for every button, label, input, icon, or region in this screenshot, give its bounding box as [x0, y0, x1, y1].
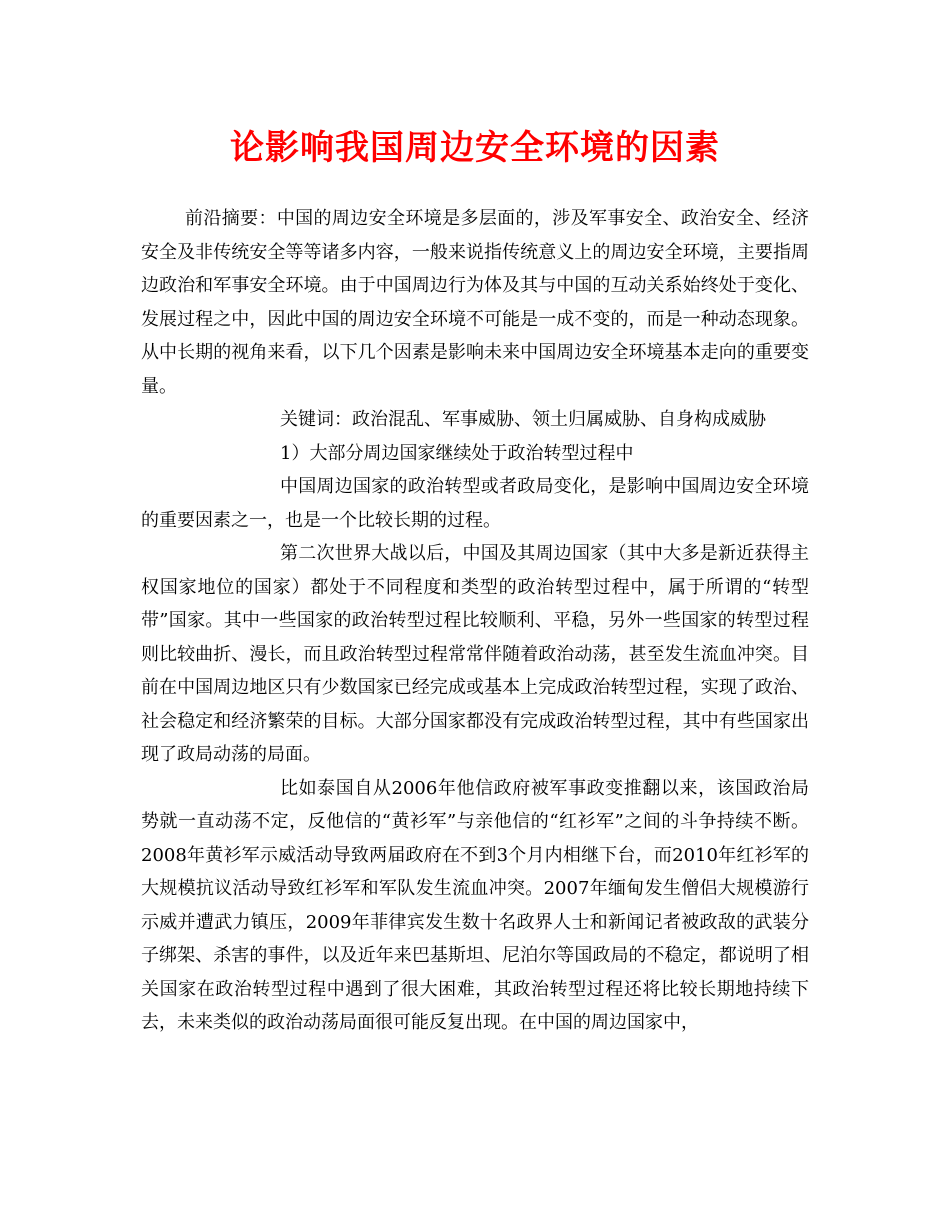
abstract-paragraph: 前沿摘要：中国的周边安全环境是多层面的，涉及军事安全、政治安全、经济安全及非传统安全等等诸多内容，一般来说指传统意义上的周边安全环境，主要指周边政治和军事安全环境。由于中国周边行为体及其与中国的互动关系始终处于变化、发展过程之中，因此中国的周边安全环境不可能是一成不变的，而是一种动态现象。从中长期的视角来看，以下几个因素是影响未来中国周边安全环境基本走向的重要变量。: [141, 208, 809, 397]
document-body: [141, 202, 809, 1040]
document-title: 论影响我国周边安全环境的因素: [230, 128, 720, 168]
body-paragraph: 第二次世界大战以后，中国及其周边国家（其中大多是新近获得主权国家地位的国家）都处于不同程度和类型的政治转型过程中，属于所谓的“转型带”国家。其中一些国家的政治转型过程比较顺利、平稳，另外一些国家的转型过程则比较曲折、漫长，而且政治转型过程常常伴随着政治动荡，甚至发生流血冲突。目前在中国周边地区只有少数国家已经完成或基本上完成政治转型过程，实现了政治、社会稳定和经济繁荣的目标。大部分国家都没有完成政治转型过程，其中有些国家出现了政局动荡的局面。: [141, 543, 809, 765]
section-heading: 1）大部分周边国家继续处于政治转型过程中: [280, 442, 634, 464]
body-paragraph: 比如泰国自从2006年他信政府被军事政变推翻以来，该国政治局势就一直动荡不定，反他信的“黄衫军”与亲他信的“红衫军”之间的斗争持续不断。2008年黄衫军示威活动导致两届政府在不到3个月内相继下台，而2010年红衫军的大规模抗议活动导致红衫军和军队发生流血冲突。2007年缅甸发生僧侣大规模游行示威并遭武力镇压，2009年菲律宾发生数十名政界人士和新闻记者被政敌的武装分子绑架、杀害的事件，以及近年来巴基斯坦、尼泊尔等国政局的不稳定，都说明了相关国家在政治转型过程中遇到了很大困难，其政治转型过程还将比较长期地持续下去，未来类似的政治动荡局面很可能反复出现。在中国的周边国家中，: [141, 777, 809, 1033]
keywords-paragraph: 关键词：政治混乱、军事威胁、领土归属威胁、自身构成威胁: [280, 409, 766, 430]
body-paragraph: 中国周边国家的政治转型或者政局变化，是影响中国周边安全环境的重要因素之一，也是一个比较长期的过程。: [141, 476, 809, 531]
